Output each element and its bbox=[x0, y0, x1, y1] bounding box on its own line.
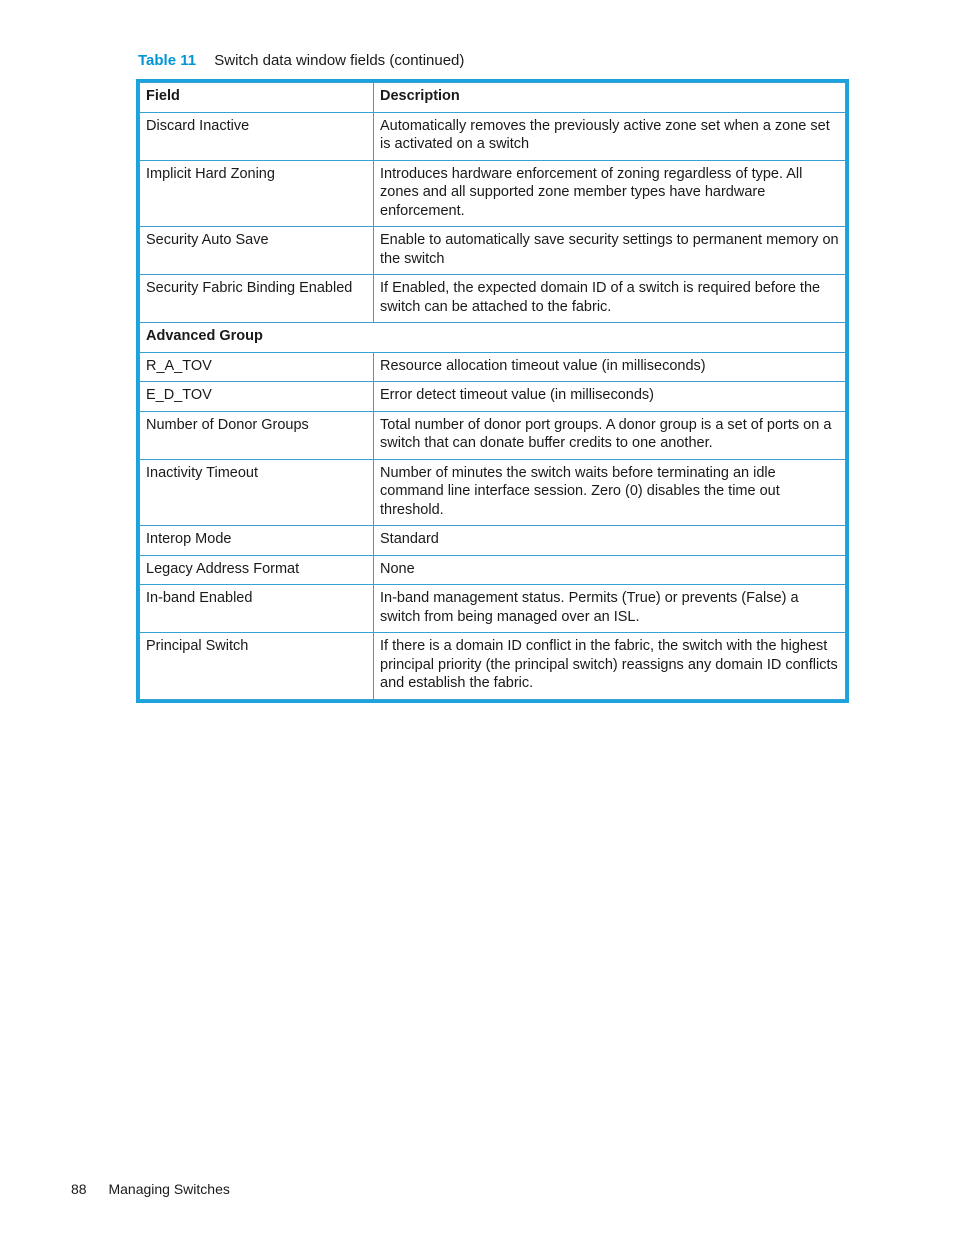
table-row bbox=[140, 160, 846, 227]
description-cell: In-band management status. Permits (True) or prevents (False) a switch from being managed over an ISL. bbox=[374, 585, 846, 633]
table-row bbox=[140, 585, 846, 633]
field-cell: Number of Donor Groups bbox=[140, 411, 374, 459]
table-row bbox=[140, 382, 846, 412]
table-row bbox=[140, 411, 846, 459]
table-caption bbox=[138, 51, 464, 71]
description-cell: Error detect timeout value (in milliseconds) bbox=[374, 382, 846, 412]
field-cell: Interop Mode bbox=[140, 526, 374, 556]
table-row bbox=[140, 227, 846, 275]
field-cell: Principal Switch bbox=[140, 633, 374, 700]
table-row bbox=[140, 352, 846, 382]
page-number: 88 bbox=[71, 1181, 87, 1197]
description-cell: Standard bbox=[374, 526, 846, 556]
description-cell: Resource allocation timeout value (in milliseconds) bbox=[374, 352, 846, 382]
field-cell: Inactivity Timeout bbox=[140, 459, 374, 526]
field-cell: Implicit Hard Zoning bbox=[140, 160, 374, 227]
group-header-row bbox=[140, 323, 846, 353]
description-cell: Number of minutes the switch waits before terminating an idle command line interface session. Zero (0) disables the time out threshold. bbox=[374, 459, 846, 526]
table-title: Switch data window fields (continued) bbox=[214, 52, 465, 69]
field-cell: R_A_TOV bbox=[140, 352, 374, 382]
switch-fields-table bbox=[136, 79, 849, 703]
table-row bbox=[140, 633, 846, 700]
table-row bbox=[140, 526, 846, 556]
column-header-field: Field bbox=[140, 83, 374, 113]
description-cell: Enable to automatically save security settings to permanent memory on the switch bbox=[374, 227, 846, 275]
field-cell: Discard Inactive bbox=[140, 112, 374, 160]
description-cell: Automatically removes the previously active zone set when a zone set is activated on a switch bbox=[374, 112, 846, 160]
column-header-description: Description bbox=[374, 83, 846, 113]
description-cell: Total number of donor port groups. A donor group is a set of ports on a switch that can donate buffer credits to one another. bbox=[374, 411, 846, 459]
group-title: Advanced Group bbox=[140, 323, 846, 353]
field-cell: In-band Enabled bbox=[140, 585, 374, 633]
table-header-row bbox=[140, 83, 846, 113]
description-cell: If Enabled, the expected domain ID of a switch is required before the switch can be attached to the fabric. bbox=[374, 275, 846, 323]
description-cell: Introduces hardware enforcement of zoning regardless of type. All zones and all supported zone member types have hardware enforcement. bbox=[374, 160, 846, 227]
footer-section-title: Managing Switches bbox=[108, 1181, 230, 1197]
table-row bbox=[140, 459, 846, 526]
field-cell: Security Auto Save bbox=[140, 227, 374, 275]
field-cell: E_D_TOV bbox=[140, 382, 374, 412]
page-footer bbox=[71, 1180, 230, 1198]
field-cell: Legacy Address Format bbox=[140, 555, 374, 585]
table-label: Table 11 bbox=[138, 52, 197, 69]
table-row bbox=[140, 112, 846, 160]
table-row bbox=[140, 275, 846, 323]
description-cell: If there is a domain ID conflict in the fabric, the switch with the highest principal priority (the principal switch) reassigns any domain ID conflicts and establish the fabric. bbox=[374, 633, 846, 700]
description-cell: None bbox=[374, 555, 846, 585]
field-cell: Security Fabric Binding Enabled bbox=[140, 275, 374, 323]
table-row bbox=[140, 555, 846, 585]
